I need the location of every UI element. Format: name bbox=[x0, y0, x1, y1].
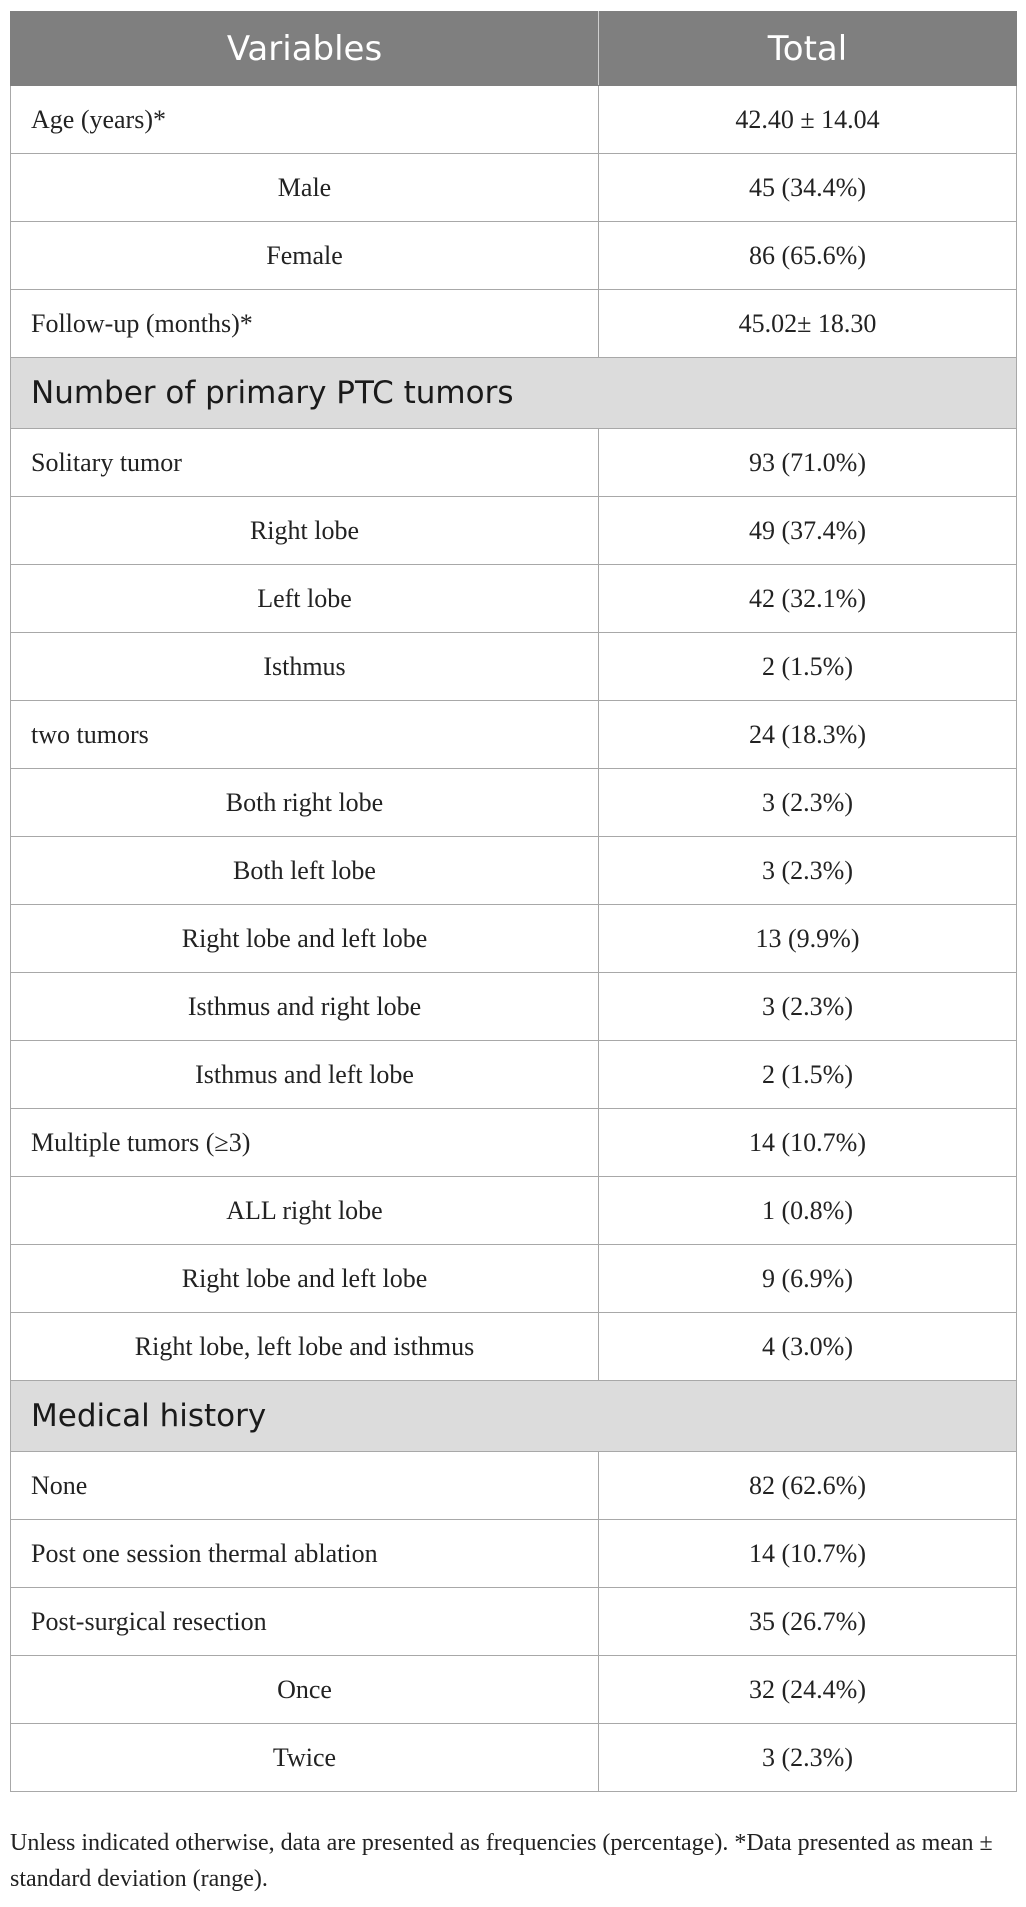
table-row bbox=[11, 1177, 1017, 1245]
variable-label: None bbox=[11, 1452, 599, 1520]
total-value: 13 (9.9%) bbox=[599, 905, 1017, 973]
variable-label: Left lobe bbox=[11, 565, 599, 633]
variable-label: Age (years)* bbox=[11, 86, 599, 154]
variable-label: Female bbox=[11, 222, 599, 290]
table-row bbox=[11, 905, 1017, 973]
total-value: 32 (24.4%) bbox=[599, 1656, 1017, 1724]
variable-label: Right lobe and left lobe bbox=[11, 905, 599, 973]
variable-label: Isthmus bbox=[11, 633, 599, 701]
variable-label: Twice bbox=[11, 1724, 599, 1792]
variable-label: ALL right lobe bbox=[11, 1177, 599, 1245]
variable-label: Right lobe bbox=[11, 497, 599, 565]
section-title: Number of primary PTC tumors bbox=[11, 358, 1017, 429]
table-row bbox=[11, 1588, 1017, 1656]
variable-label: two tumors bbox=[11, 701, 599, 769]
table-row bbox=[11, 769, 1017, 837]
total-value: 3 (2.3%) bbox=[599, 769, 1017, 837]
total-value: 2 (1.5%) bbox=[599, 633, 1017, 701]
variable-label: Right lobe and left lobe bbox=[11, 1245, 599, 1313]
total-value: 93 (71.0%) bbox=[599, 429, 1017, 497]
variable-label: Isthmus and left lobe bbox=[11, 1041, 599, 1109]
table-row bbox=[11, 154, 1017, 222]
table-header-row bbox=[11, 12, 1017, 86]
total-value: 49 (37.4%) bbox=[599, 497, 1017, 565]
variable-label: Solitary tumor bbox=[11, 429, 599, 497]
variable-label: Male bbox=[11, 154, 599, 222]
variable-label: Right lobe, left lobe and isthmus bbox=[11, 1313, 599, 1381]
table-row bbox=[11, 1520, 1017, 1588]
table-row bbox=[11, 86, 1017, 154]
table-row bbox=[11, 497, 1017, 565]
table-row bbox=[11, 1313, 1017, 1381]
section-title: Medical history bbox=[11, 1381, 1017, 1452]
table-row bbox=[11, 1724, 1017, 1792]
variable-label: Follow-up (months)* bbox=[11, 290, 599, 358]
section-header-row bbox=[11, 358, 1017, 429]
table-row bbox=[11, 701, 1017, 769]
variable-label: Once bbox=[11, 1656, 599, 1724]
table-row bbox=[11, 429, 1017, 497]
table-footnote: Unless indicated otherwise, data are presented as frequencies (percentage). *Data presented as mean ± standard deviation (range). bbox=[10, 1830, 993, 1892]
table-row bbox=[11, 1452, 1017, 1520]
total-value: 14 (10.7%) bbox=[599, 1520, 1017, 1588]
total-value: 24 (18.3%) bbox=[599, 701, 1017, 769]
variable-label: Isthmus and right lobe bbox=[11, 973, 599, 1041]
section-header-row bbox=[11, 1381, 1017, 1452]
total-value: 42 (32.1%) bbox=[599, 565, 1017, 633]
table-row bbox=[11, 565, 1017, 633]
variable-label: Multiple tumors (≥3) bbox=[11, 1109, 599, 1177]
total-value: 3 (2.3%) bbox=[599, 1724, 1017, 1792]
table-row bbox=[11, 290, 1017, 358]
total-value: 9 (6.9%) bbox=[599, 1245, 1017, 1313]
patient-characteristics-table-container bbox=[10, 11, 1016, 1792]
total-value: 3 (2.3%) bbox=[599, 837, 1017, 905]
total-value: 4 (3.0%) bbox=[599, 1313, 1017, 1381]
total-value: 45.02± 18.30 bbox=[599, 290, 1017, 358]
column-header-variables: Variables bbox=[11, 12, 599, 86]
total-value: 14 (10.7%) bbox=[599, 1109, 1017, 1177]
table-row bbox=[11, 1245, 1017, 1313]
table-body bbox=[11, 86, 1017, 1792]
table-row bbox=[11, 633, 1017, 701]
variable-label: Both left lobe bbox=[11, 837, 599, 905]
variable-label: Post-surgical resection bbox=[11, 1588, 599, 1656]
table-row bbox=[11, 837, 1017, 905]
total-value: 45 (34.4%) bbox=[599, 154, 1017, 222]
total-value: 86 (65.6%) bbox=[599, 222, 1017, 290]
total-value: 82 (62.6%) bbox=[599, 1452, 1017, 1520]
table-row bbox=[11, 1109, 1017, 1177]
table-row bbox=[11, 973, 1017, 1041]
table-row bbox=[11, 222, 1017, 290]
table-row bbox=[11, 1041, 1017, 1109]
total-value: 2 (1.5%) bbox=[599, 1041, 1017, 1109]
variable-label: Post one session thermal ablation bbox=[11, 1520, 599, 1588]
patient-characteristics-table bbox=[10, 11, 1017, 1792]
table-row bbox=[11, 1656, 1017, 1724]
column-header-total: Total bbox=[599, 12, 1017, 86]
total-value: 42.40 ± 14.04 bbox=[599, 86, 1017, 154]
total-value: 35 (26.7%) bbox=[599, 1588, 1017, 1656]
total-value: 3 (2.3%) bbox=[599, 973, 1017, 1041]
total-value: 1 (0.8%) bbox=[599, 1177, 1017, 1245]
variable-label: Both right lobe bbox=[11, 769, 599, 837]
